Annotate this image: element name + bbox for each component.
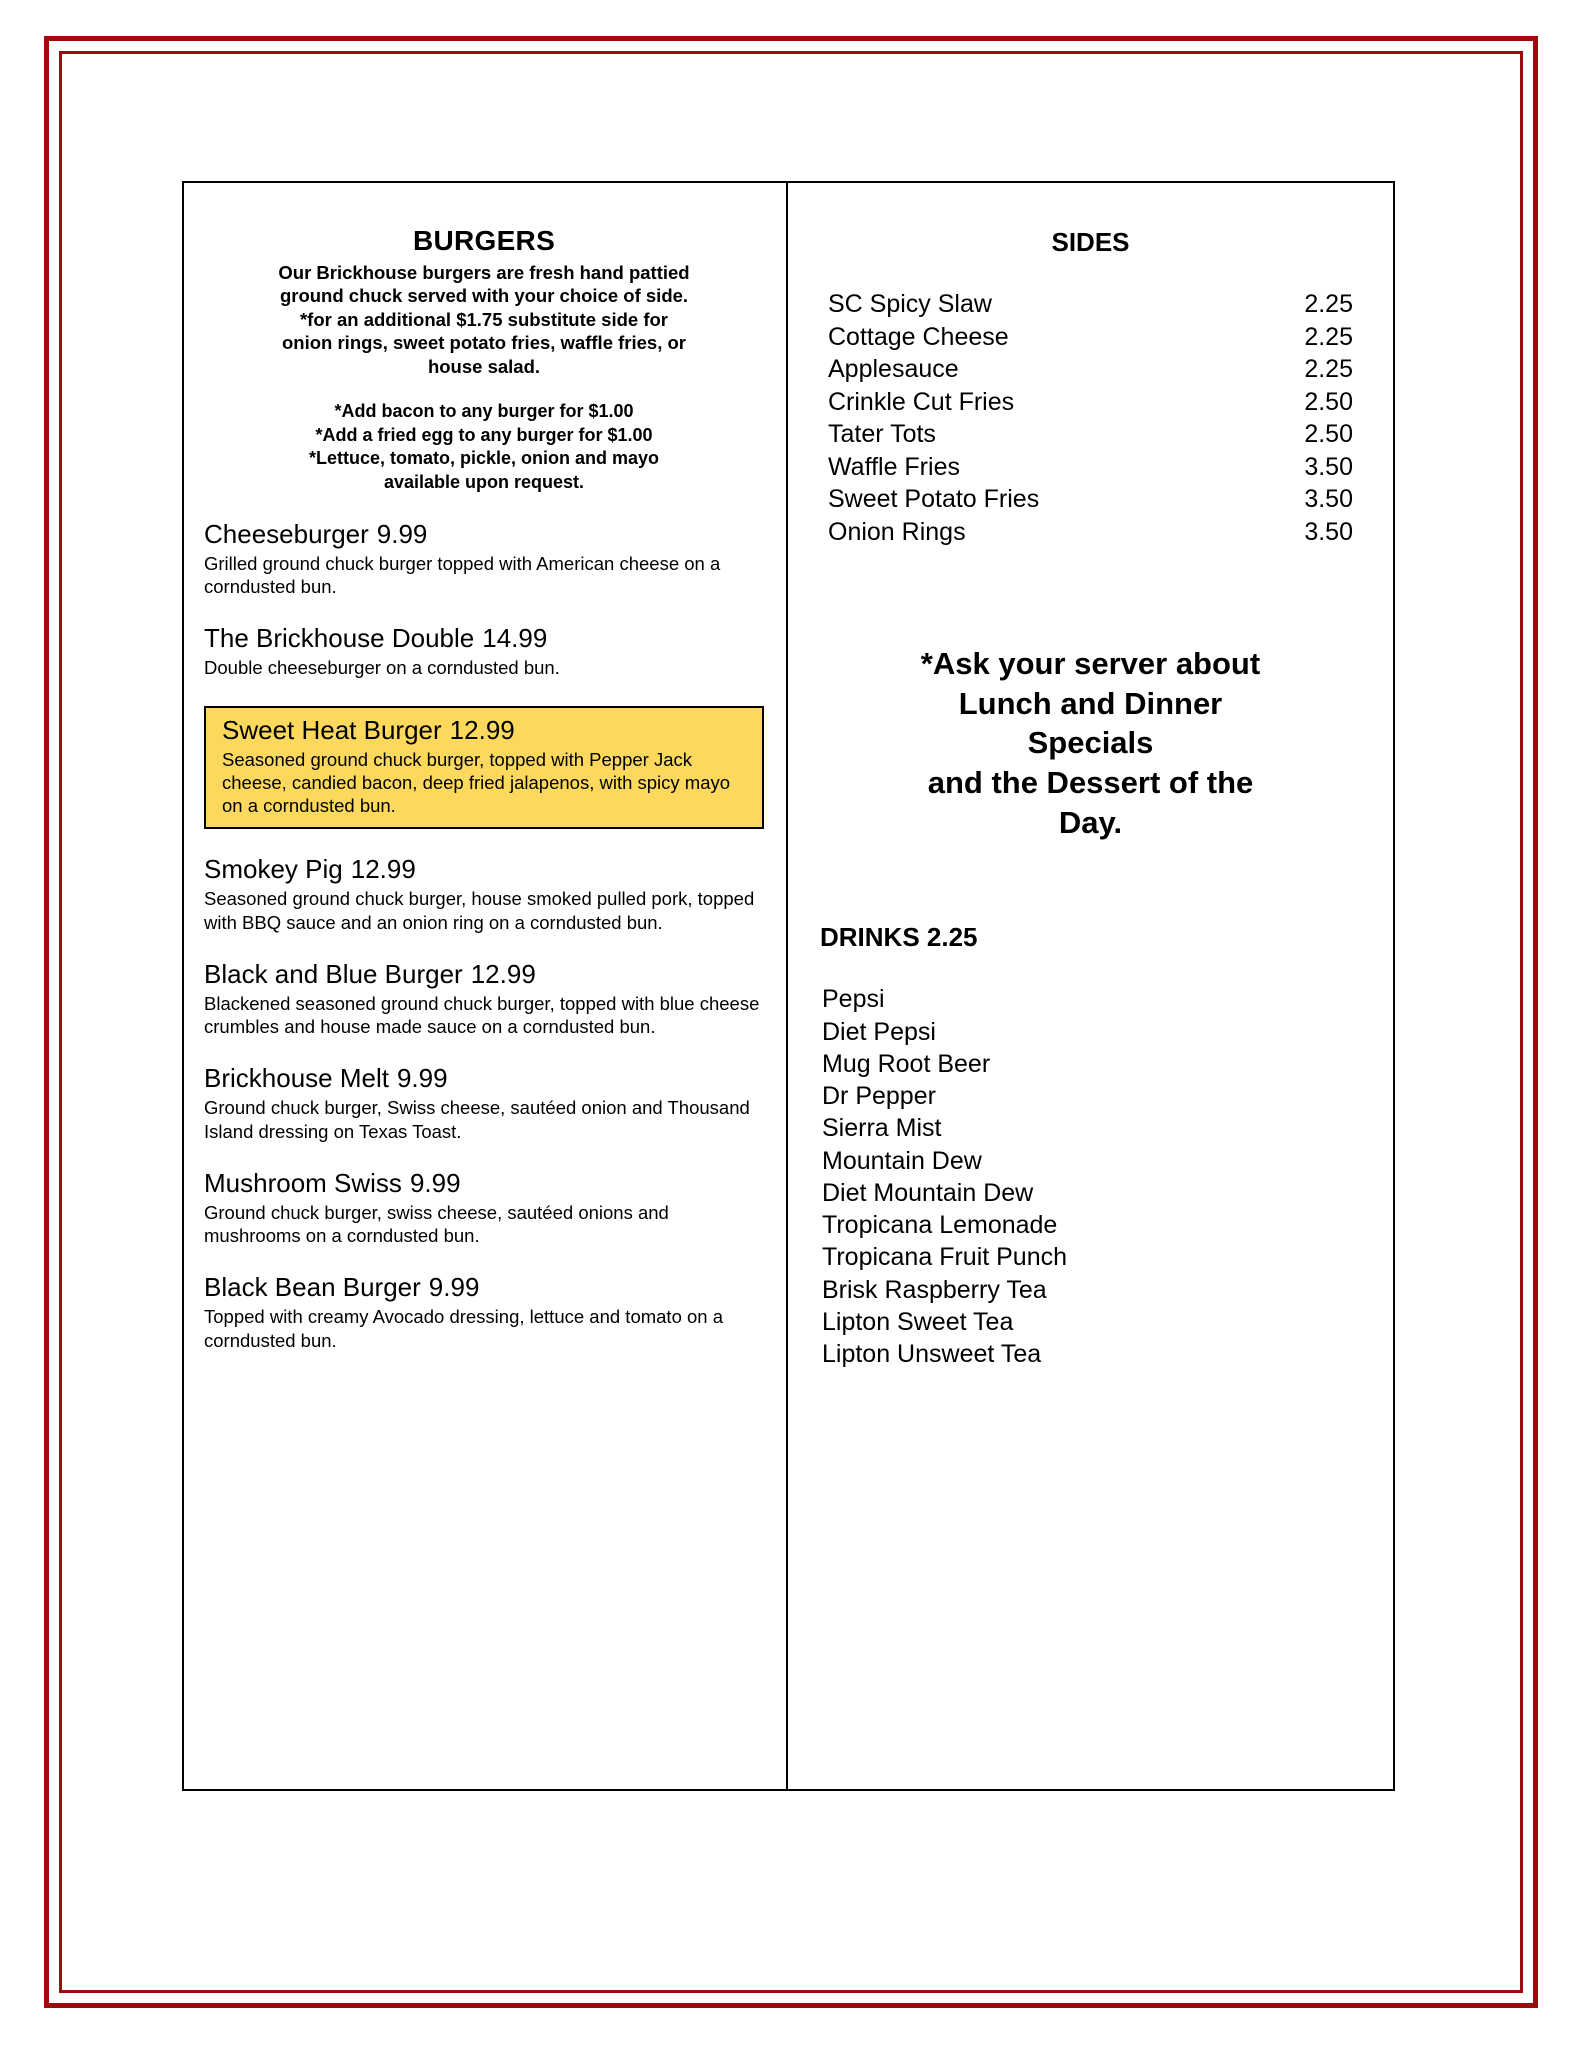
specials-line: *Ask your server about <box>920 646 1261 681</box>
drink-row: Diet Mountain Dew <box>822 1178 1034 1207</box>
menu-item <box>204 855 764 933</box>
drinks-heading: DRINKS 2.25 <box>820 922 978 953</box>
side-name: Cottage Cheese <box>828 322 1009 351</box>
burgers-addon-line: *Add bacon to any burger for $1.00 <box>334 401 634 422</box>
menu-item-price: 9.99 <box>396 1063 448 1094</box>
burgers-intro-line: Our Brickhouse burgers are fresh hand pattied <box>278 262 690 283</box>
drink-row: Lipton Unsweet Tea <box>822 1340 1042 1369</box>
menu-item-description: Seasoned ground chuck burger, topped with Pepper Jack cheese, candied bacon, deep fried jalapenos, with spicy mayo on a corndusted bun. <box>222 748 731 817</box>
sides-drinks-column <box>788 183 1393 1789</box>
drink-row: Tropicana Fruit Punch <box>822 1243 1068 1272</box>
menu-item-head <box>204 624 764 654</box>
side-row <box>818 418 1363 451</box>
side-price: 2.25 <box>1304 322 1353 351</box>
side-price: 2.25 <box>1304 290 1353 318</box>
menu-panel <box>182 181 1395 1791</box>
side-name: Waffle Fries <box>828 452 960 481</box>
menu-item-head <box>222 716 752 746</box>
burgers-intro-line: house salad. <box>427 355 541 377</box>
side-name: Crinkle Cut Fries <box>828 387 1015 416</box>
side-price: 2.50 <box>1304 420 1353 448</box>
menu-item-price: 14.99 <box>482 623 548 654</box>
specials-callout <box>818 644 1363 842</box>
burgers-addon-line: available upon request. <box>383 471 585 492</box>
menu-item-head <box>204 1273 764 1303</box>
menu-item <box>204 1064 764 1142</box>
menu-item-price: 12.99 <box>350 854 416 885</box>
drink-row: Brisk Raspberry Tea <box>822 1275 1047 1304</box>
menu-item-description: Ground chuck burger, swiss cheese, sautéed onions and mushrooms on a corndusted bun. <box>204 1201 669 1247</box>
menu-item-price: 12.99 <box>470 958 536 989</box>
drink-row: Mountain Dew <box>822 1146 982 1175</box>
side-row <box>818 451 1363 484</box>
menu-item-description: Blackened seasoned ground chuck burger, topped with blue cheese crumbles and house made sauce on a corndusted bun. <box>204 992 760 1038</box>
menu-item-description: Grilled ground chuck burger topped with American cheese on a corndusted bun. <box>204 552 721 598</box>
side-name: SC Spicy Slaw <box>828 290 992 318</box>
menu-item <box>204 520 764 598</box>
side-row <box>818 353 1363 386</box>
side-price: 2.25 <box>1304 355 1353 383</box>
menu-item-name: Mushroom Swiss <box>204 1167 402 1198</box>
burgers-intro-line: onion rings, sweet potato fries, waffle fries, or <box>282 332 686 354</box>
specials-line: Specials <box>1027 725 1154 761</box>
drink-row: Diet Pepsi <box>822 1017 936 1046</box>
specials-line: Lunch and Dinner <box>958 685 1223 721</box>
menu-item-name: Brickhouse Melt <box>204 1063 389 1094</box>
sides-heading: SIDES <box>1051 227 1130 257</box>
drinks-list <box>818 983 1363 1370</box>
menu-item-description: Seasoned ground chuck burger, house smoked pulled pork, topped with BBQ sauce and an onion ring on a corndusted bun. <box>204 888 755 933</box>
side-price: 3.50 <box>1304 517 1353 546</box>
drink-row: Dr Pepper <box>822 1082 936 1111</box>
menu-item-description: Topped with creamy Avocado dressing, lettuce and tomato on a corndusted bun. <box>204 1306 724 1351</box>
burgers-addons <box>208 400 760 494</box>
menu-item-price: 9.99 <box>428 1272 480 1303</box>
side-price: 3.50 <box>1304 452 1353 481</box>
burgers-addon-line: *Add a fried egg to any burger for $1.00 <box>315 424 653 445</box>
burgers-intro <box>208 261 760 378</box>
menu-item-name: The Brickhouse Double <box>204 623 475 654</box>
burgers-column <box>184 183 788 1789</box>
menu-item-head <box>204 520 764 550</box>
menu-item-name: Black and Blue Burger <box>204 958 463 989</box>
drink-row: Lipton Sweet Tea <box>822 1307 1014 1336</box>
menu-item-head <box>204 855 764 885</box>
menu-item-name: Sweet Heat Burger <box>222 714 442 745</box>
menu-item-name: Smokey Pig <box>204 854 343 885</box>
side-name: Tater Tots <box>828 420 936 448</box>
side-row <box>818 386 1363 419</box>
menu-item-price: 9.99 <box>376 518 428 549</box>
burgers-intro-line: ground chuck served with your choice of side. <box>279 285 689 307</box>
menu-item-name: Black Bean Burger <box>204 1272 421 1303</box>
intro-spacer <box>204 378 764 400</box>
specials-line: and the Dessert of the <box>927 765 1254 801</box>
menu-item <box>204 960 764 1038</box>
menu-item-head <box>204 1169 764 1199</box>
side-price: 3.50 <box>1304 485 1353 513</box>
menu-item-head <box>204 1064 764 1094</box>
menu-item-name: Cheeseburger <box>204 518 369 549</box>
side-name: Sweet Potato Fries <box>828 485 1040 513</box>
sides-list <box>818 288 1363 548</box>
menu-item-description: Ground chuck burger, Swiss cheese, sautéed onion and Thousand Island dressing on Texas Toast. <box>204 1097 750 1142</box>
drink-row: Tropicana Lemonade <box>822 1211 1058 1240</box>
side-row <box>818 516 1363 549</box>
menu-item <box>204 1273 764 1351</box>
menu-item <box>204 1169 764 1247</box>
drink-row: Sierra Mist <box>822 1114 942 1143</box>
menu-item-price: 12.99 <box>449 714 515 745</box>
drink-row: Mug Root Beer <box>822 1049 991 1078</box>
side-name: Onion Rings <box>828 517 966 546</box>
side-row <box>818 288 1363 321</box>
burgers-intro-line: *for an additional $1.75 substitute side for <box>299 308 668 330</box>
menu-item-head <box>204 960 764 990</box>
side-row <box>818 321 1363 354</box>
side-name: Applesauce <box>828 355 959 383</box>
drink-row: Pepsi <box>822 985 885 1014</box>
specials-line: Day. <box>1058 804 1123 840</box>
menu-item-highlighted <box>204 706 764 830</box>
menu-item-description: Double cheeseburger on a corndusted bun. <box>204 657 560 679</box>
burgers-heading: BURGERS <box>412 225 556 256</box>
menu-item-price: 9.99 <box>409 1167 461 1198</box>
side-row <box>818 483 1363 516</box>
burgers-addon-line: *Lettuce, tomato, pickle, onion and mayo <box>308 448 660 469</box>
menu-item <box>204 624 764 679</box>
side-price: 2.50 <box>1304 387 1353 416</box>
